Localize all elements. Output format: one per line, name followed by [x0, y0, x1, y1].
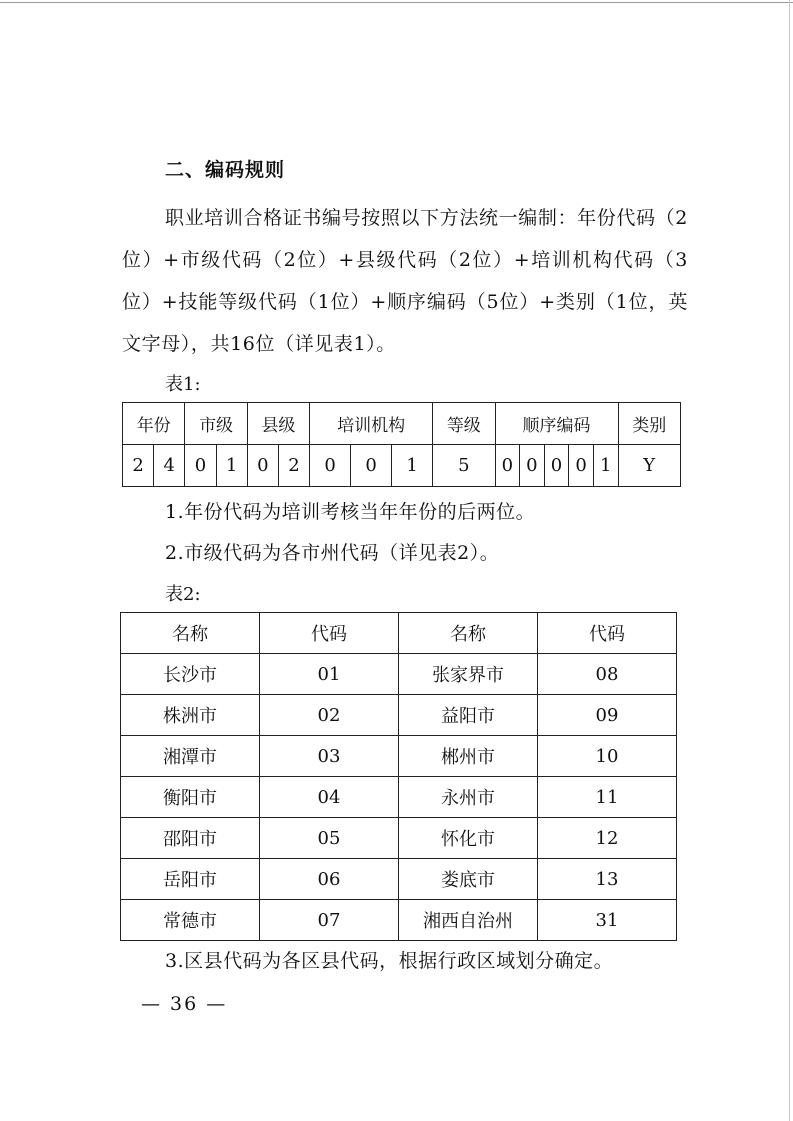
- city-name-cell: 怀化市: [399, 818, 538, 859]
- city-code-cell: 09: [538, 695, 677, 736]
- table-row: [121, 695, 677, 736]
- table1-digit-row: [123, 445, 681, 487]
- city-name-cell: 常德市: [121, 900, 260, 941]
- city-code-cell: 11: [538, 777, 677, 818]
- city-name-cell: 湘西自治州: [399, 900, 538, 941]
- table-row: [121, 818, 677, 859]
- city-code-cell: 04: [260, 777, 399, 818]
- city-name-cell: 长沙市: [121, 654, 260, 695]
- table2-header-cell: 名称: [399, 613, 538, 654]
- table1-digit: 0: [495, 445, 520, 487]
- table1-header-cell: 市级: [185, 403, 247, 445]
- table-row: [121, 900, 677, 941]
- table1-digit: 0: [351, 445, 392, 487]
- city-name-cell: 株洲市: [121, 695, 260, 736]
- table1-digit: 1: [392, 445, 433, 487]
- city-code-cell: 07: [260, 900, 399, 941]
- table1-header-cell: 顺序编码: [495, 403, 618, 445]
- city-code-cell: 12: [538, 818, 677, 859]
- city-code-cell: 10: [538, 736, 677, 777]
- table1-digit: Y: [618, 445, 681, 487]
- table1-header-cell: 年份: [123, 403, 185, 445]
- table2-label: 表2:: [165, 584, 201, 605]
- table1-digit: 2: [123, 445, 154, 487]
- city-code-cell: 13: [538, 859, 677, 900]
- table2-header-cell: 名称: [121, 613, 260, 654]
- table2-header-cell: 代码: [260, 613, 399, 654]
- city-name-cell: 衡阳市: [121, 777, 260, 818]
- table1-header-cell: 县级: [247, 403, 309, 445]
- table2-header-cell: 代码: [538, 613, 677, 654]
- table1-header-row: [123, 403, 681, 445]
- table1-header-cell: 等级: [433, 403, 495, 445]
- section-heading: 二、编码规则: [165, 159, 286, 181]
- table-row: [121, 859, 677, 900]
- city-name-cell: 张家界市: [399, 654, 538, 695]
- city-code-cell: 05: [260, 818, 399, 859]
- table1-digit: 1: [216, 445, 247, 487]
- table2-header-row: [121, 613, 677, 654]
- city-name-cell: 邵阳市: [121, 818, 260, 859]
- city-name-cell: 岳阳市: [121, 859, 260, 900]
- city-code-cell: 31: [538, 900, 677, 941]
- top-border-line: [0, 2, 793, 3]
- note-1: 1.年份代码为培训考核当年年份的后两位。: [165, 501, 536, 523]
- table1-digit: 1: [593, 445, 618, 487]
- city-code-cell: 01: [260, 654, 399, 695]
- table1-digit: 0: [310, 445, 351, 487]
- city-name-cell: 益阳市: [399, 695, 538, 736]
- city-code-cell: 02: [260, 695, 399, 736]
- city-code-cell: 06: [260, 859, 399, 900]
- table1-digit: 0: [569, 445, 594, 487]
- table-row: [121, 736, 677, 777]
- table1-digit: 4: [154, 445, 185, 487]
- city-code-cell: 03: [260, 736, 399, 777]
- city-name-cell: 郴州市: [399, 736, 538, 777]
- table1-digit: 0: [544, 445, 569, 487]
- table-row: [121, 777, 677, 818]
- page-number: — 36 —: [141, 993, 228, 1015]
- table-row: [121, 654, 677, 695]
- city-name-cell: 湘潭市: [121, 736, 260, 777]
- note-3: 3.区县代码为各区县代码，根据行政区域划分确定。: [165, 950, 614, 972]
- table1-header-cell: 培训机构: [310, 403, 433, 445]
- table1-digit: 0: [247, 445, 278, 487]
- table1-label: 表1:: [165, 374, 201, 395]
- note-2: 2.市级代码为各市州代码（详见表2）。: [165, 542, 500, 564]
- body-paragraph: 职业培训合格证书编号按照以下方法统一编制：年份代码（2位）+市级代码（2位）+县级代码（2位）+培训机构代码（3位）+技能等级代码（1位）+顺序编码（5位）+类别（1位，英文字母），共16位（详见表1）。: [122, 207, 688, 355]
- code-structure-table: [122, 402, 681, 487]
- right-border-line: [789, 0, 790, 1121]
- table1-digit: 0: [520, 445, 545, 487]
- city-code-table: [120, 612, 677, 941]
- city-name-cell: 永州市: [399, 777, 538, 818]
- city-name-cell: 娄底市: [399, 859, 538, 900]
- table1-digit: 2: [278, 445, 309, 487]
- city-code-cell: 08: [538, 654, 677, 695]
- table1-digit: 5: [433, 445, 495, 487]
- table1-digit: 0: [185, 445, 216, 487]
- table1-header-cell: 类别: [618, 403, 681, 445]
